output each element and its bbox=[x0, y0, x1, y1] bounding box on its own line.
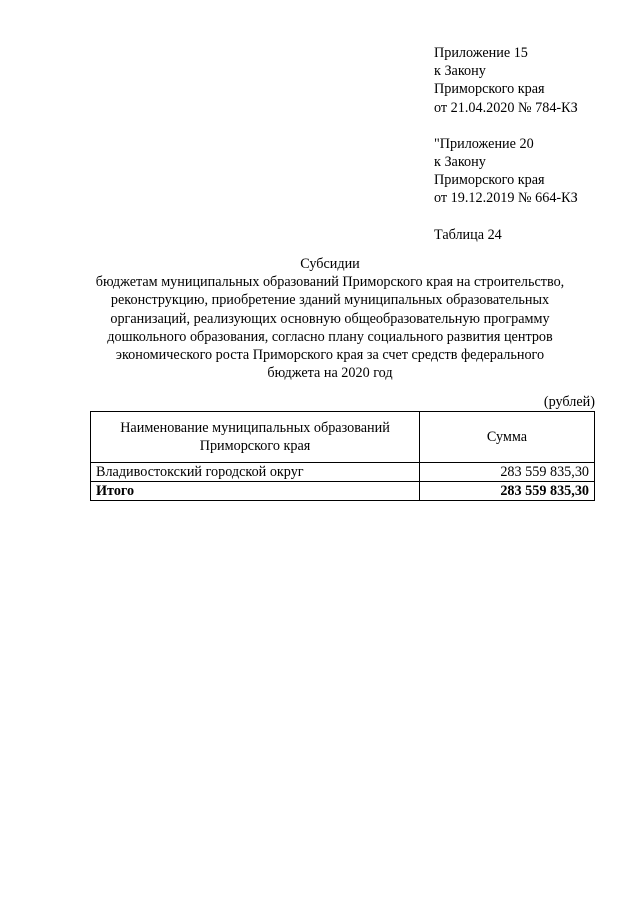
appendix-15-line: Приложение 15 bbox=[434, 45, 528, 61]
appendix-header bbox=[434, 44, 634, 244]
column-header-name-line: Наименование муниципальных образований bbox=[120, 420, 390, 436]
appendix-15-line: к Закону bbox=[434, 63, 486, 80]
table-label: Таблица 24 bbox=[434, 226, 502, 243]
total-row bbox=[91, 482, 595, 501]
appendix-15-block bbox=[434, 44, 634, 117]
appendix-20-line: к Закону bbox=[434, 154, 486, 171]
appendix-15-line: от 21.04.2020 № 784-КЗ bbox=[434, 99, 578, 116]
total-name-cell: Итого bbox=[91, 482, 420, 501]
total-sum-cell: 283 559 835,30 bbox=[420, 482, 595, 501]
document-title bbox=[80, 255, 580, 382]
column-header-name-line: Приморского края bbox=[199, 438, 311, 454]
title-line: дошкольного образования, согласно плану социального развития центров bbox=[107, 328, 553, 345]
column-header-sum: Сумма bbox=[420, 412, 595, 463]
row-name-cell: Владивостокский городской округ bbox=[91, 463, 420, 482]
row-sum-cell: 283 559 835,30 bbox=[420, 463, 595, 482]
column-header-name bbox=[91, 412, 420, 463]
subsidy-table bbox=[90, 411, 595, 501]
appendix-20-line: Приморского края bbox=[434, 172, 545, 189]
title-heading: Субсидии bbox=[300, 256, 360, 272]
spacer bbox=[434, 117, 634, 135]
table-header-row bbox=[91, 412, 595, 463]
appendix-20-line: от 19.12.2019 № 664-КЗ bbox=[434, 190, 578, 207]
title-line: организаций, реализующих основную общеобразовательную программу bbox=[110, 310, 550, 327]
units-label: (рублей) bbox=[543, 394, 595, 410]
appendix-20-block bbox=[434, 135, 634, 208]
title-line: реконструкцию, приобретение зданий муниципальных образовательных bbox=[110, 292, 550, 309]
title-line: бюджетам муниципальных образований Приморского края на строительство, bbox=[95, 274, 565, 291]
appendix-20-line: "Приложение 20 bbox=[434, 135, 534, 152]
title-line: экономического роста Приморского края за счет средств федерального bbox=[115, 347, 545, 364]
table-row bbox=[91, 463, 595, 482]
appendix-15-line: Приморского края bbox=[434, 81, 545, 98]
title-line: бюджета на 2020 год bbox=[267, 365, 393, 382]
